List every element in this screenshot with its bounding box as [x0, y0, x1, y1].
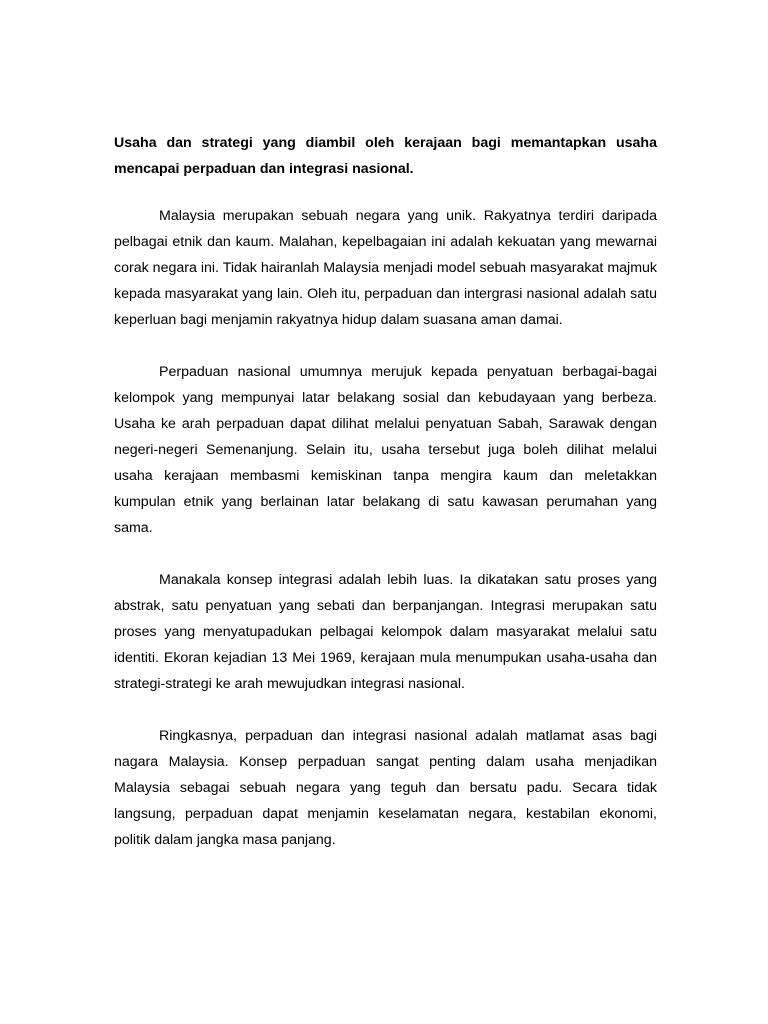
paragraph-perpaduan: Perpaduan nasional umumnya merujuk kepada penyatuan berbagai-bagai kelompok yang mempunyai latar belakang sosial dan kebudayaan yang berbeza. Usaha ke arah perpaduan dapat dilihat melalui penyatuan Sabah, Sarawak dengan negeri-negeri Semenanjung. Selain itu, usaha tersebut juga boleh dilihat melalui usaha kerajaan membasmi kemiskinan tanpa mengira kaum dan meletakkan kumpulan etnik yang berlainan latar belakang di satu kawasan perumahan yang sama. [114, 364, 657, 536]
document-title: Usaha dan strategi yang diambil oleh kerajaan bagi memantapkan usaha mencapai perpaduan dan integrasi nasional. [114, 135, 657, 177]
document-page [114, 130, 657, 879]
paragraph-intro: Malaysia merupakan sebuah negara yang unik. Rakyatnya terdiri daripada pelbagai etnik dan kaum. Malahan, kepelbagaian ini adalah kekuatan yang mewarnai corak negara ini. Tidak hairanlah Malaysia menjadi model sebuah masyarakat majmuk kepada masyarakat yang lain. Oleh itu, perpaduan dan intergrasi nasional adalah satu keperluan bagi menjamin rakyatnya hidup dalam suasana aman damai. [114, 208, 657, 328]
paragraph-conclusion: Ringkasnya, perpaduan dan integrasi nasional adalah matlamat asas bagi nagara Malaysia. Konsep perpaduan sangat penting dalam usaha menjadikan Malaysia sebagai sebuah negara yang teguh dan bersatu padu. Secara tidak langsung, perpaduan dapat menjamin keselamatan negara, kestabilan ekonomi, politik dalam jangka masa panjang. [114, 728, 657, 848]
paragraph-integrasi: Manakala konsep integrasi adalah lebih luas. Ia dikatakan satu proses yang abstrak, satu penyatuan yang sebati dan berpanjangan. Integrasi merupakan satu proses yang menyatupadukan pelbagai kelompok dalam masyarakat melalui satu identiti. Ekoran kejadian 13 Mei 1969, kerajaan mula menumpukan usaha-usaha dan strategi-strategi ke arah mewujudkan integrasi nasional. [114, 572, 657, 692]
